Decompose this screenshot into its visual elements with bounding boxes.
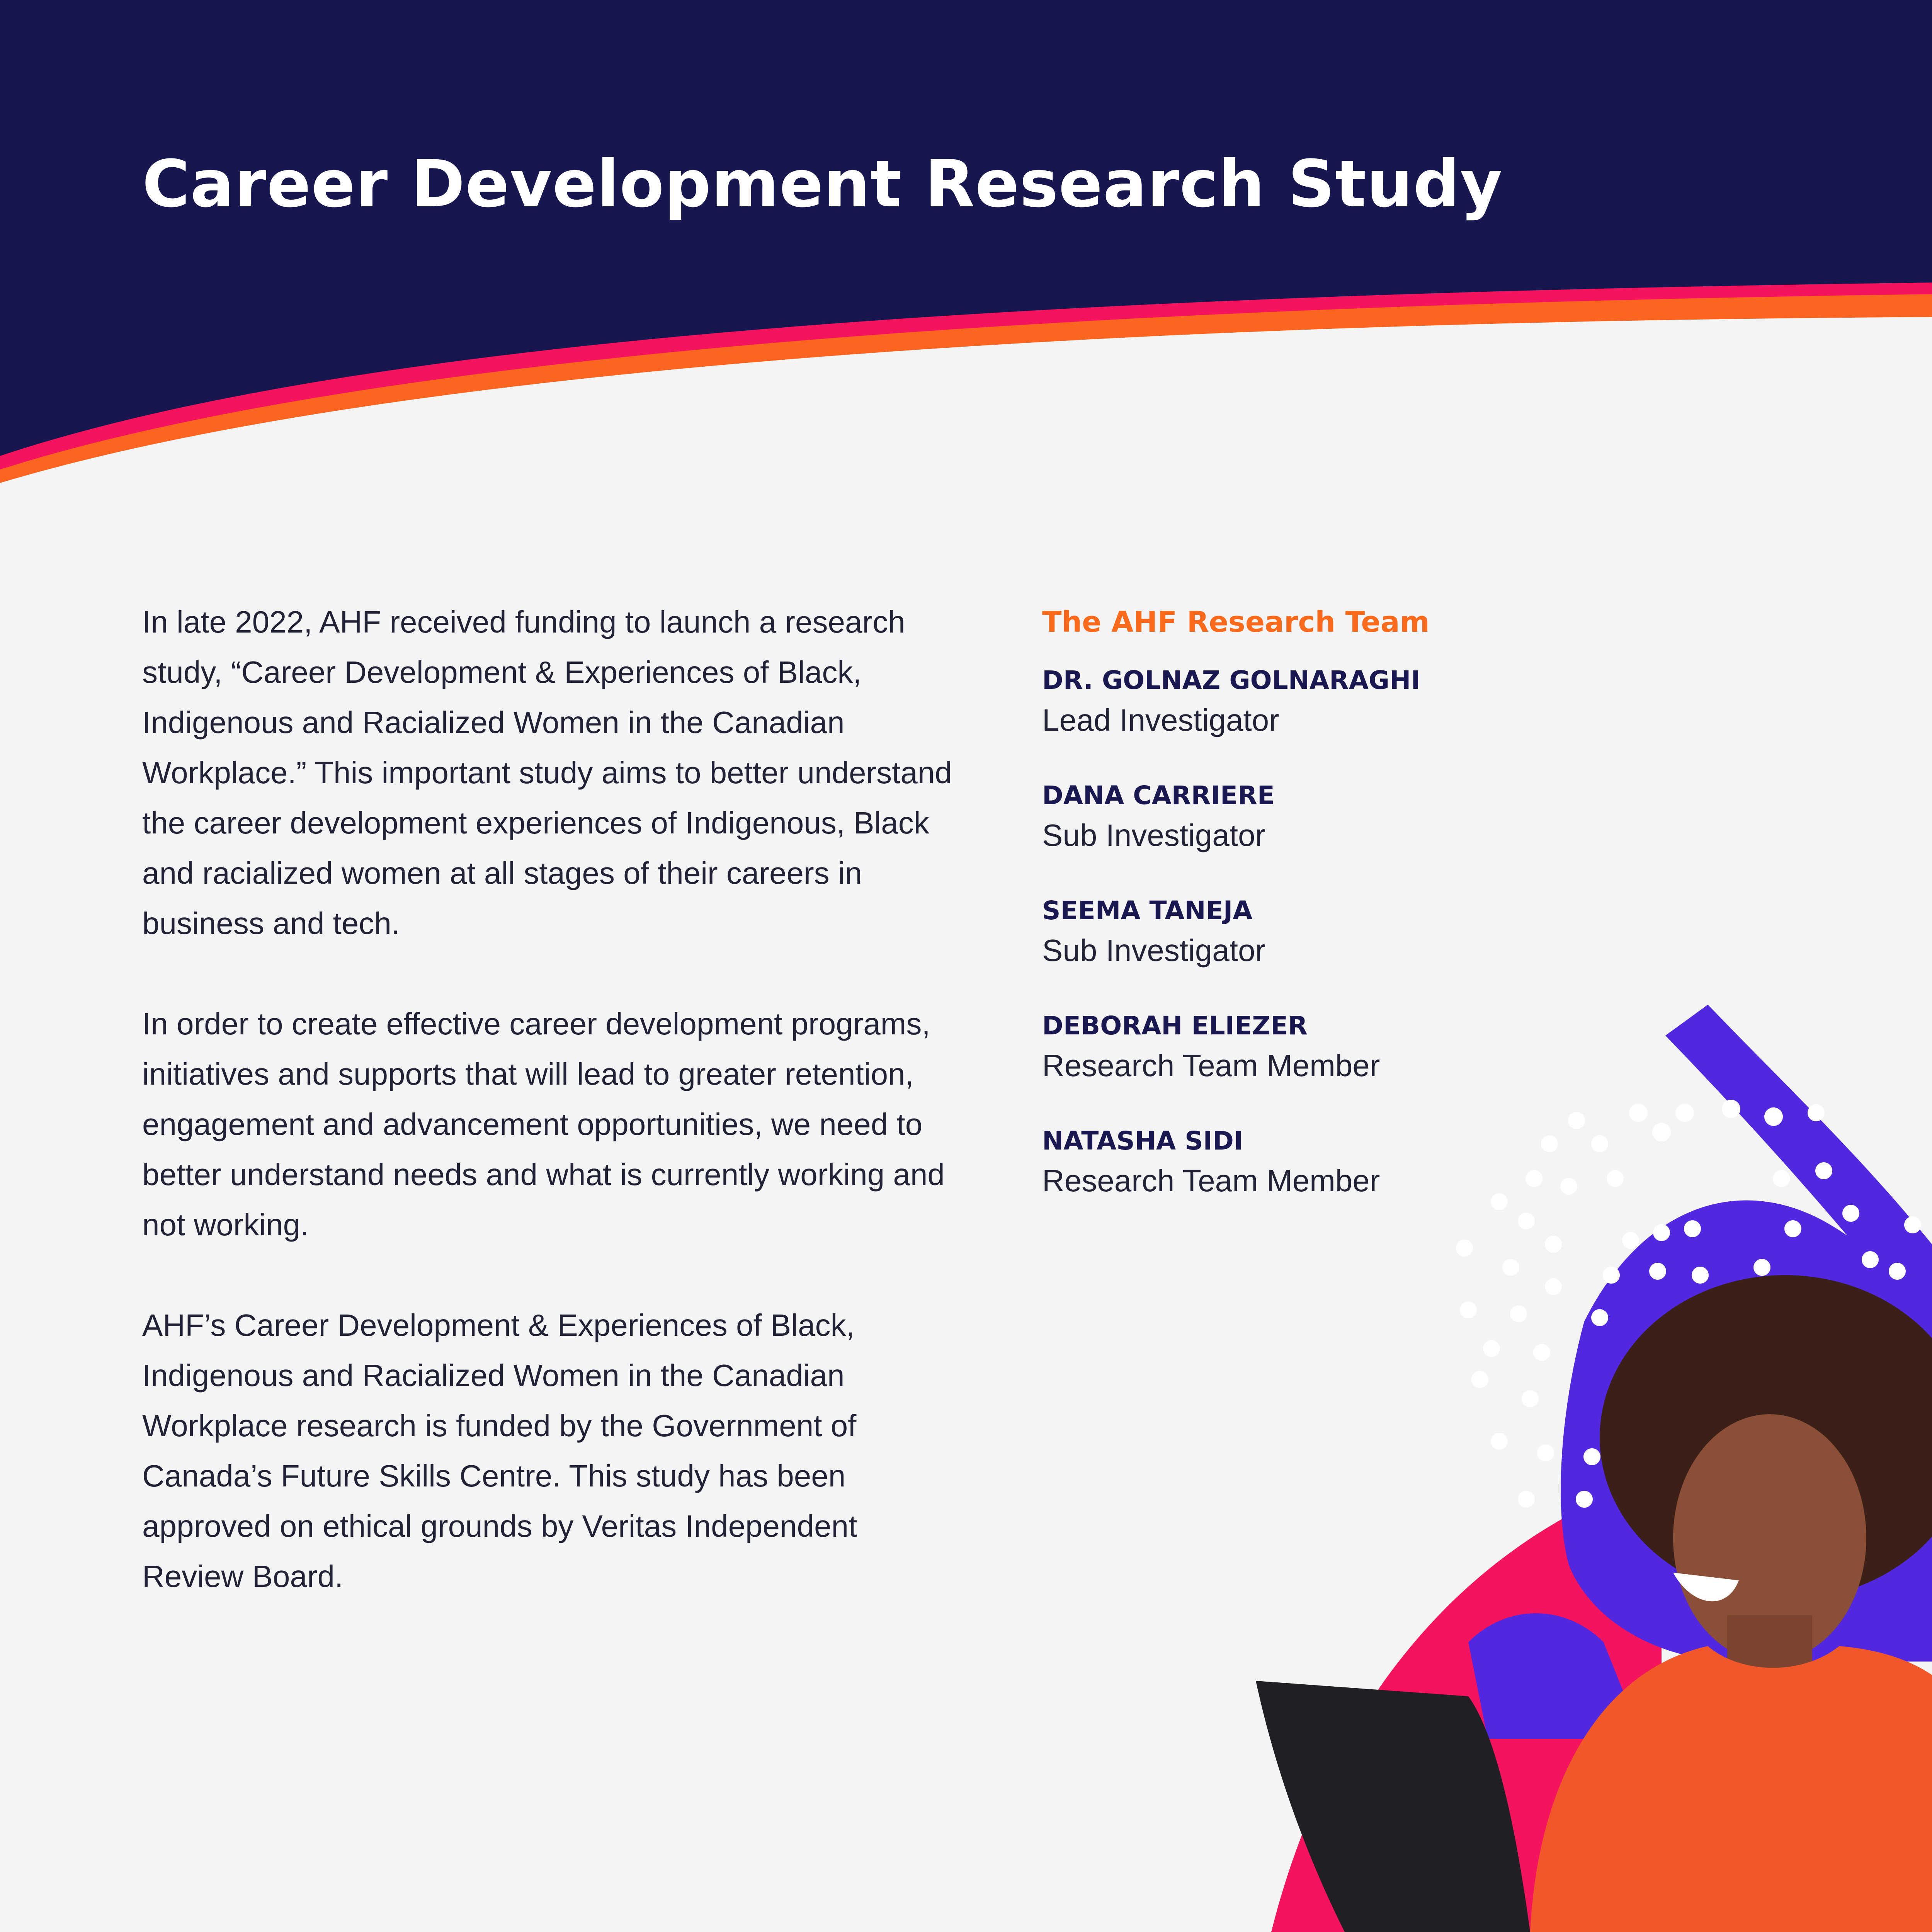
member-role: Research Team Member	[1042, 1048, 1380, 1083]
team-member	[1042, 892, 1622, 972]
header-banner	[0, 0, 1932, 502]
page-title: Career Development Research Study	[142, 146, 1503, 222]
member-name: SEEMA TANEJA	[1042, 896, 1253, 925]
intro-paragraph-3: AHF’s Career Development & Experiences of Black, Indigenous and Racialized Women in the Canadian Workplace research is funded by the Government of Canada’s Future Skills Centre. This study has been approved on ethical grounds by Veritas Independent Review Board.	[142, 1308, 857, 1594]
member-name: DEBORAH ELIEZER	[1042, 1011, 1308, 1041]
team-member	[1042, 777, 1622, 857]
member-name: DR. GOLNAZ GOLNARAGHI	[1042, 665, 1420, 695]
intro-paragraph-1: In late 2022, AHF received funding to launch a research study, “Career Development & Experiences of Black, Indigenous and Racialized Women in the Canadian Workplace.” This important study aims to better understand the career development experiences of Indigenous, Black and racialized women at all stages of their careers in business and tech.	[142, 605, 952, 940]
intro-paragraph-2: In order to create effective career development programs, initiatives and supports that will lead to greater retention, engagement and advancement opportunities, we need to better understand needs and what is currently working and not working.	[142, 1007, 945, 1242]
member-role: Research Team Member	[1042, 1163, 1380, 1198]
team-member	[1042, 662, 1622, 742]
team-heading: The AHF Research Team	[1042, 605, 1430, 639]
intro-text	[142, 597, 961, 1652]
member-name: DANA CARRIERE	[1042, 781, 1275, 810]
member-name: NATASHA SIDI	[1042, 1126, 1243, 1156]
woman-with-laptop-illustration	[1236, 985, 1932, 1932]
member-role: Sub Investigator	[1042, 818, 1266, 852]
member-role: Lead Investigator	[1042, 703, 1279, 737]
member-role: Sub Investigator	[1042, 933, 1266, 968]
